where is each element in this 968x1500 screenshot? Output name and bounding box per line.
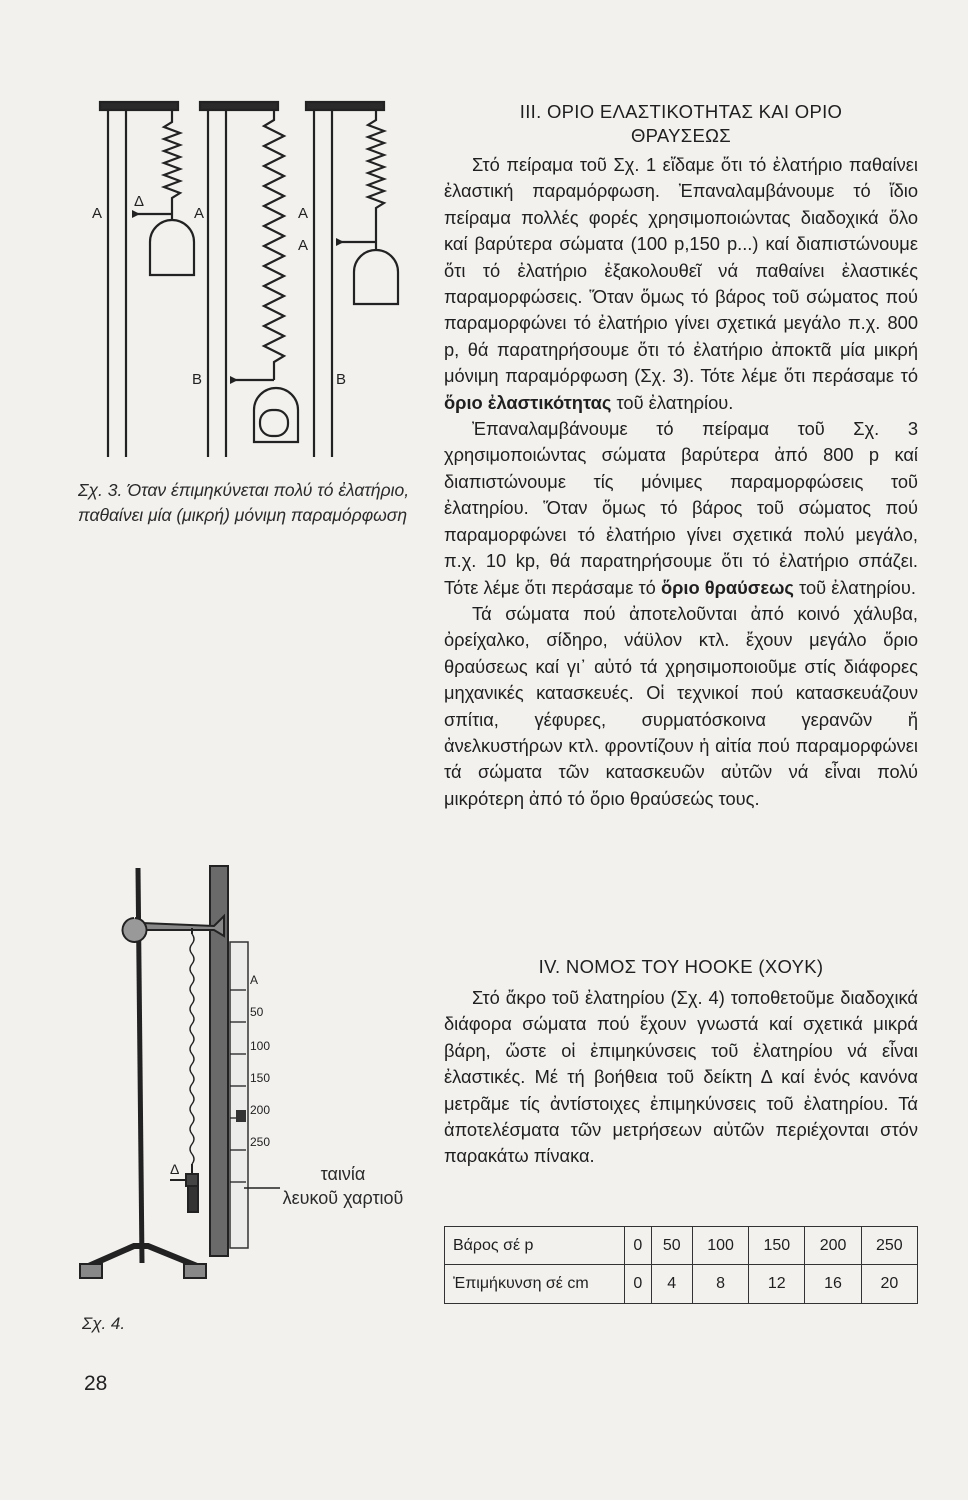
- section-3: [444, 100, 918, 812]
- fig4-scale-100: 100: [250, 1039, 271, 1053]
- callout-line-1: ταινία: [320, 1164, 366, 1184]
- term-breaking-limit: ὅριο θραύσεως: [660, 576, 794, 598]
- table-cell: 50: [651, 1227, 692, 1265]
- fig4-scale-50: 50: [250, 1005, 264, 1019]
- table-cell: 8: [692, 1265, 748, 1304]
- section-3-paragraph-1: [444, 152, 918, 416]
- table-row: [445, 1265, 918, 1304]
- label-a-panel3-top: A: [298, 205, 309, 222]
- paragraph-2-text: Ἐπαναλαμβάνουμε τό πείραμα τοῦ Σχ. 3 χρησιμοποιώντας σώματα βαρύτερα ἀπό 800 p καί διαπιστώνουμε τίς μόνιμες παραμορφώσεις τοῦ ἐλατηρίου. Ὅταν ὅμως τό βάρος τοῦ σώματος πού παραμορφώνει τό ἐλατήριο γίνει σχετικά πολύ μεγάλο, π.χ. 10 kp, θά παρατηρήσουμε ὅτι τό ἐλατήριο σπάζει. Τότε λέμε ὅτι περάσαμε τό: [444, 418, 918, 598]
- figure-4-hooke-apparatus: [74, 858, 434, 1318]
- table-cell: 0: [625, 1227, 652, 1265]
- section-3-title-line-2: ΘΡΑΥΣΕΩΣ: [630, 125, 732, 146]
- label-a-panel1: A: [92, 205, 103, 222]
- page-number: 28: [84, 1372, 108, 1395]
- label-b-panel2: B: [192, 371, 203, 388]
- table-cell: 16: [805, 1265, 861, 1304]
- fig4-scale-200: 200: [250, 1103, 271, 1117]
- paragraph-1-end: τοῦ ἐλατηρίου.: [616, 391, 734, 413]
- section-3-paragraph-3: Τά σώματα πού ἀποτελοῦνται ἀπό κοινό χάλυβα, ὀρείχαλκο, σίδηρο, νάϋλον κτλ. ἔχουν μεγάλο ὅριο θραύσεως καί γι᾿ αὐτό τά χρησιμοποιοῦμε στίς διάφορες μηχανικές κατασκευές. Οἱ τεχνικοί πού κατασκευάζουν σπίτια, γέφυρες, συρματόσκοινα γερανῶν ἤ ἀνελκυστήρων κτλ. φροντίζουν ἡ αἰτία πού παραμορφώνει τά σώματα τῶν κατασκευῶν αὐτῶν νά εἶναι πολύ μικρότερη ἀπό τό ὅριο θραύσεώς τους.: [444, 602, 918, 809]
- label-a-panel2: A: [194, 205, 205, 222]
- table-row: [445, 1227, 918, 1265]
- section-3-paragraph-2: [444, 416, 918, 601]
- fig4-label-a: A: [250, 973, 259, 987]
- measurements-table: [444, 1226, 918, 1304]
- label-a-panel3: A: [298, 237, 309, 254]
- table-cell: 150: [749, 1227, 805, 1265]
- row-label-elongation: Ἐπιμήκυνση σέ cm: [445, 1265, 625, 1304]
- fig4-label-delta: Δ: [170, 1161, 180, 1177]
- fig4-scale-250: 250: [250, 1135, 271, 1149]
- label-b-panel3: B: [336, 371, 347, 388]
- table-cell: 12: [749, 1265, 805, 1304]
- figure-4-callout: [268, 1162, 418, 1210]
- callout-line-2: λευκοῦ χαρτιοῦ: [282, 1188, 404, 1208]
- figure-3-caption: Σχ. 3. Όταν έπιμηκύνεται πολύ τό ἐλατήριο, παθαίνει μία (μικρή) μόνιμη παραμόρφωση: [78, 480, 410, 525]
- section-3-title-line-1: III. ΟΡΙΟ ΕΛΑΣΤΙΚΟΤΗΤΑΣ ΚΑΙ ΟΡΙΟ: [519, 101, 843, 122]
- row-label-weight: Βάρος σέ p: [445, 1227, 625, 1265]
- section-4: [444, 955, 918, 1170]
- section-4-paragraph-1: Στό ἄκρο τοῦ ἐλατηρίου (Σχ. 4) τοποθετοῦμε διαδοχικά διάφορα σώματα πού ἔχουν γνωστά καί σχετικά μικρά βάρη, ὥστε οἱ ἐπιμηκύνσεις τοῦ ἐλατηρίου νά εἶναι ἐλαστικές. Μέ τή βοήθεια τοῦ δείκτη Δ καί ἑνός κανόνα μετρᾶμε τίς ἀντίστοιχες ἐπιμηκύνσεις τοῦ ἐλατηρίου. Τά ἀποτελέσματα τῶν μετρήσεων αὐτῶν περιέχονται στόν παρακάτω πίνακα.: [444, 987, 918, 1167]
- paragraph-1-text: Στό πείραμα τοῦ Σχ. 1 εἴδαμε ὅτι τό ἐλατήριο παθαίνει ἐλαστική παραμόρφωση. Ἐπαναλαμβάνουμε τό ἴδιο πείραμα πολλές φορές χρησιμοποιώντας διαδοχικά ὅλο καί βαρύτερα σώματα (100 p,150 p...) καί διαπιστώνουμε ὅτι τό ἐλατήριο ἐξακολουθεῖ νά παθαίνει ἐλαστικές παραμορφώσεις. Ὅταν ὅμως τό βάρος τοῦ σώματος πού παραμορφώνει τό ἐλατήριο γίνει σχετικά μεγάλο π.χ. 800 p, θά παρατηρήσουμε ὅτι τό ἐλατήριο ἀποκτᾶ μία μικρή μόνιμη παραμόρφωση (Σχ. 3). Τότε λέμε ὅτι περάσαμε τό: [444, 154, 918, 387]
- figure-3-spring-diagram: [78, 92, 408, 472]
- table-cell: 100: [692, 1227, 748, 1265]
- term-elastic-limit: ὅριο ἐλαστικότητας: [444, 391, 612, 413]
- figure-4-caption: Σχ. 4.: [82, 1314, 126, 1333]
- paragraph-2-end: τοῦ ἐλατηρίου.: [799, 576, 916, 598]
- section-4-title: IV. ΝΟΜΟΣ ΤΟΥ HOOKE (ΧΟΥΚ): [538, 956, 824, 977]
- fig4-scale-150: 150: [250, 1071, 271, 1085]
- table-cell: 250: [861, 1227, 917, 1265]
- table-cell: 200: [805, 1227, 861, 1265]
- label-delta-panel1: Δ: [134, 193, 145, 210]
- table-cell: 20: [861, 1265, 917, 1304]
- table-cell: 0: [625, 1265, 652, 1304]
- table-cell: 4: [651, 1265, 692, 1304]
